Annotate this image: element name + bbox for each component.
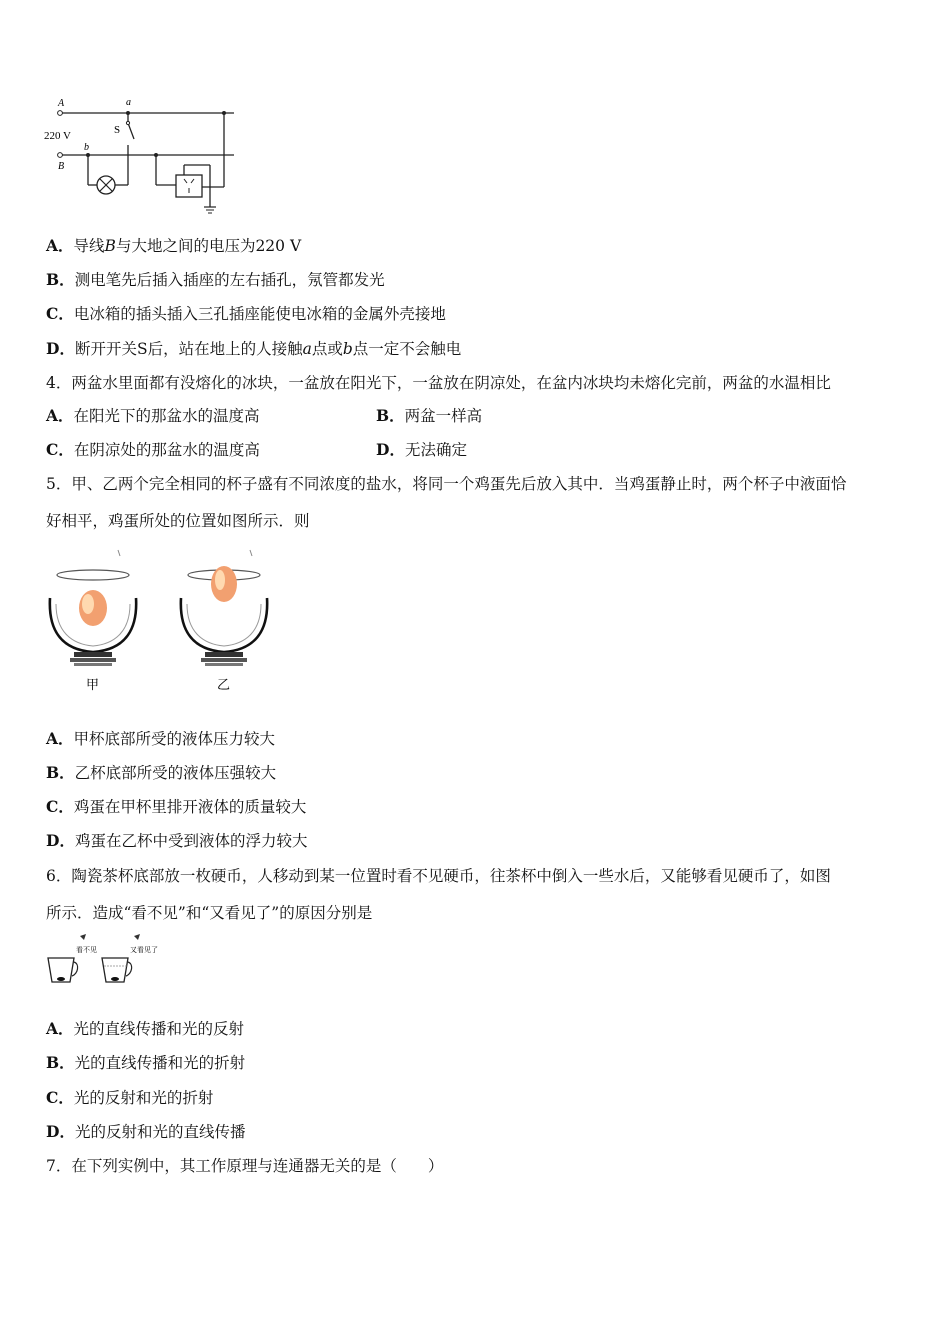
q6-option-b: B．光的直线传播和光的折射 bbox=[46, 1053, 246, 1072]
q4-stem: 4．两盆水里面都有没熔化的冰块，一盆放在阳光下，一盆放在阴凉处，在盆内冰块均未熔化完前，两盆的水温相比 bbox=[46, 374, 831, 392]
q5-option-b: B．乙杯底部所受的液体压强较大 bbox=[46, 763, 277, 782]
circuit-label-switch: S bbox=[114, 124, 121, 136]
q6-stem-line2: 所示．造成“看不见”和“又看见了”的原因分别是 bbox=[46, 904, 373, 922]
option-label: A． bbox=[46, 236, 74, 255]
q3-option-a: A．导线B与大地之间的电压为220 V bbox=[46, 236, 302, 255]
q3-option-c: C．电冰箱的插头插入三孔插座能使电冰箱的金属外壳接地 bbox=[46, 304, 446, 323]
q4-option-d: D．无法确定 bbox=[376, 440, 467, 459]
q5-option-a: A．甲杯底部所受的液体压力较大 bbox=[46, 729, 276, 748]
q5-option-d: D．鸡蛋在乙杯中受到液体的浮力较大 bbox=[46, 831, 308, 850]
coin-icon bbox=[111, 977, 119, 981]
circuit-label-b-point: b bbox=[84, 142, 89, 153]
q6-option-a: A．光的直线传播和光的反射 bbox=[46, 1019, 245, 1038]
q3-option-d: D．断开开关S后，站在地上的人接触a点或b点一定不会触电 bbox=[46, 339, 462, 358]
q6-option-d: D．光的反射和光的直线传播 bbox=[46, 1122, 246, 1141]
q3-option-b: B．测电笔先后插入插座的左右插孔，氖管都发光 bbox=[46, 270, 385, 289]
cup-right-label: 乙 bbox=[217, 678, 231, 693]
cup-right bbox=[181, 550, 267, 666]
option-label: C． bbox=[46, 304, 74, 323]
option-label: D． bbox=[46, 339, 75, 358]
circuit-label-b-terminal: B bbox=[58, 161, 65, 172]
cup-left-label: 甲 bbox=[86, 678, 100, 693]
fig-right-caption: 又看见了 bbox=[130, 946, 158, 954]
option-label: B． bbox=[46, 270, 75, 289]
egg-cups-figure bbox=[44, 548, 284, 698]
q5-stem-line2: 好相平，鸡蛋所处的位置如图所示．则 bbox=[46, 512, 310, 530]
q6-option-c: C．光的反射和光的折射 bbox=[46, 1088, 214, 1107]
q6-stem-line1: 6．陶瓷茶杯底部放一枚硬币，人移动到某一位置时看不见硬币，往茶杯中倒入一些水后，又能够看见硬币了，如图 bbox=[46, 867, 831, 885]
q4-option-c: C．在阴凉处的那盆水的温度高 bbox=[46, 440, 260, 459]
coin-icon bbox=[57, 977, 65, 981]
eye-icon bbox=[80, 934, 86, 940]
q5-stem-line1: 5．甲、乙两个完全相同的杯子盛有不同浓度的盐水，将同一个鸡蛋先后放入其中．当鸡蛋静止时，两个杯子中液面恰 bbox=[46, 475, 847, 493]
q4-option-a: A．在阳光下的那盆水的温度高 bbox=[46, 406, 260, 425]
cup-left bbox=[50, 550, 136, 666]
q7-stem: 7．在下列实例中，其工作原理与连通器无关的是（ ） bbox=[46, 1157, 444, 1175]
circuit-label-voltage: 220 V bbox=[44, 130, 71, 142]
q5-option-c: C．鸡蛋在甲杯里排开液体的质量较大 bbox=[46, 797, 307, 816]
circuit-diagram bbox=[40, 95, 240, 215]
q4-option-b: B．两盆一样高 bbox=[376, 406, 483, 425]
circuit-label-a-terminal: A bbox=[58, 98, 65, 109]
teacup-coin-figure bbox=[44, 930, 169, 988]
fig-left-caption: 看不见 bbox=[76, 946, 97, 954]
circuit-label-a-point: a bbox=[126, 97, 131, 108]
eye-icon bbox=[134, 934, 140, 940]
